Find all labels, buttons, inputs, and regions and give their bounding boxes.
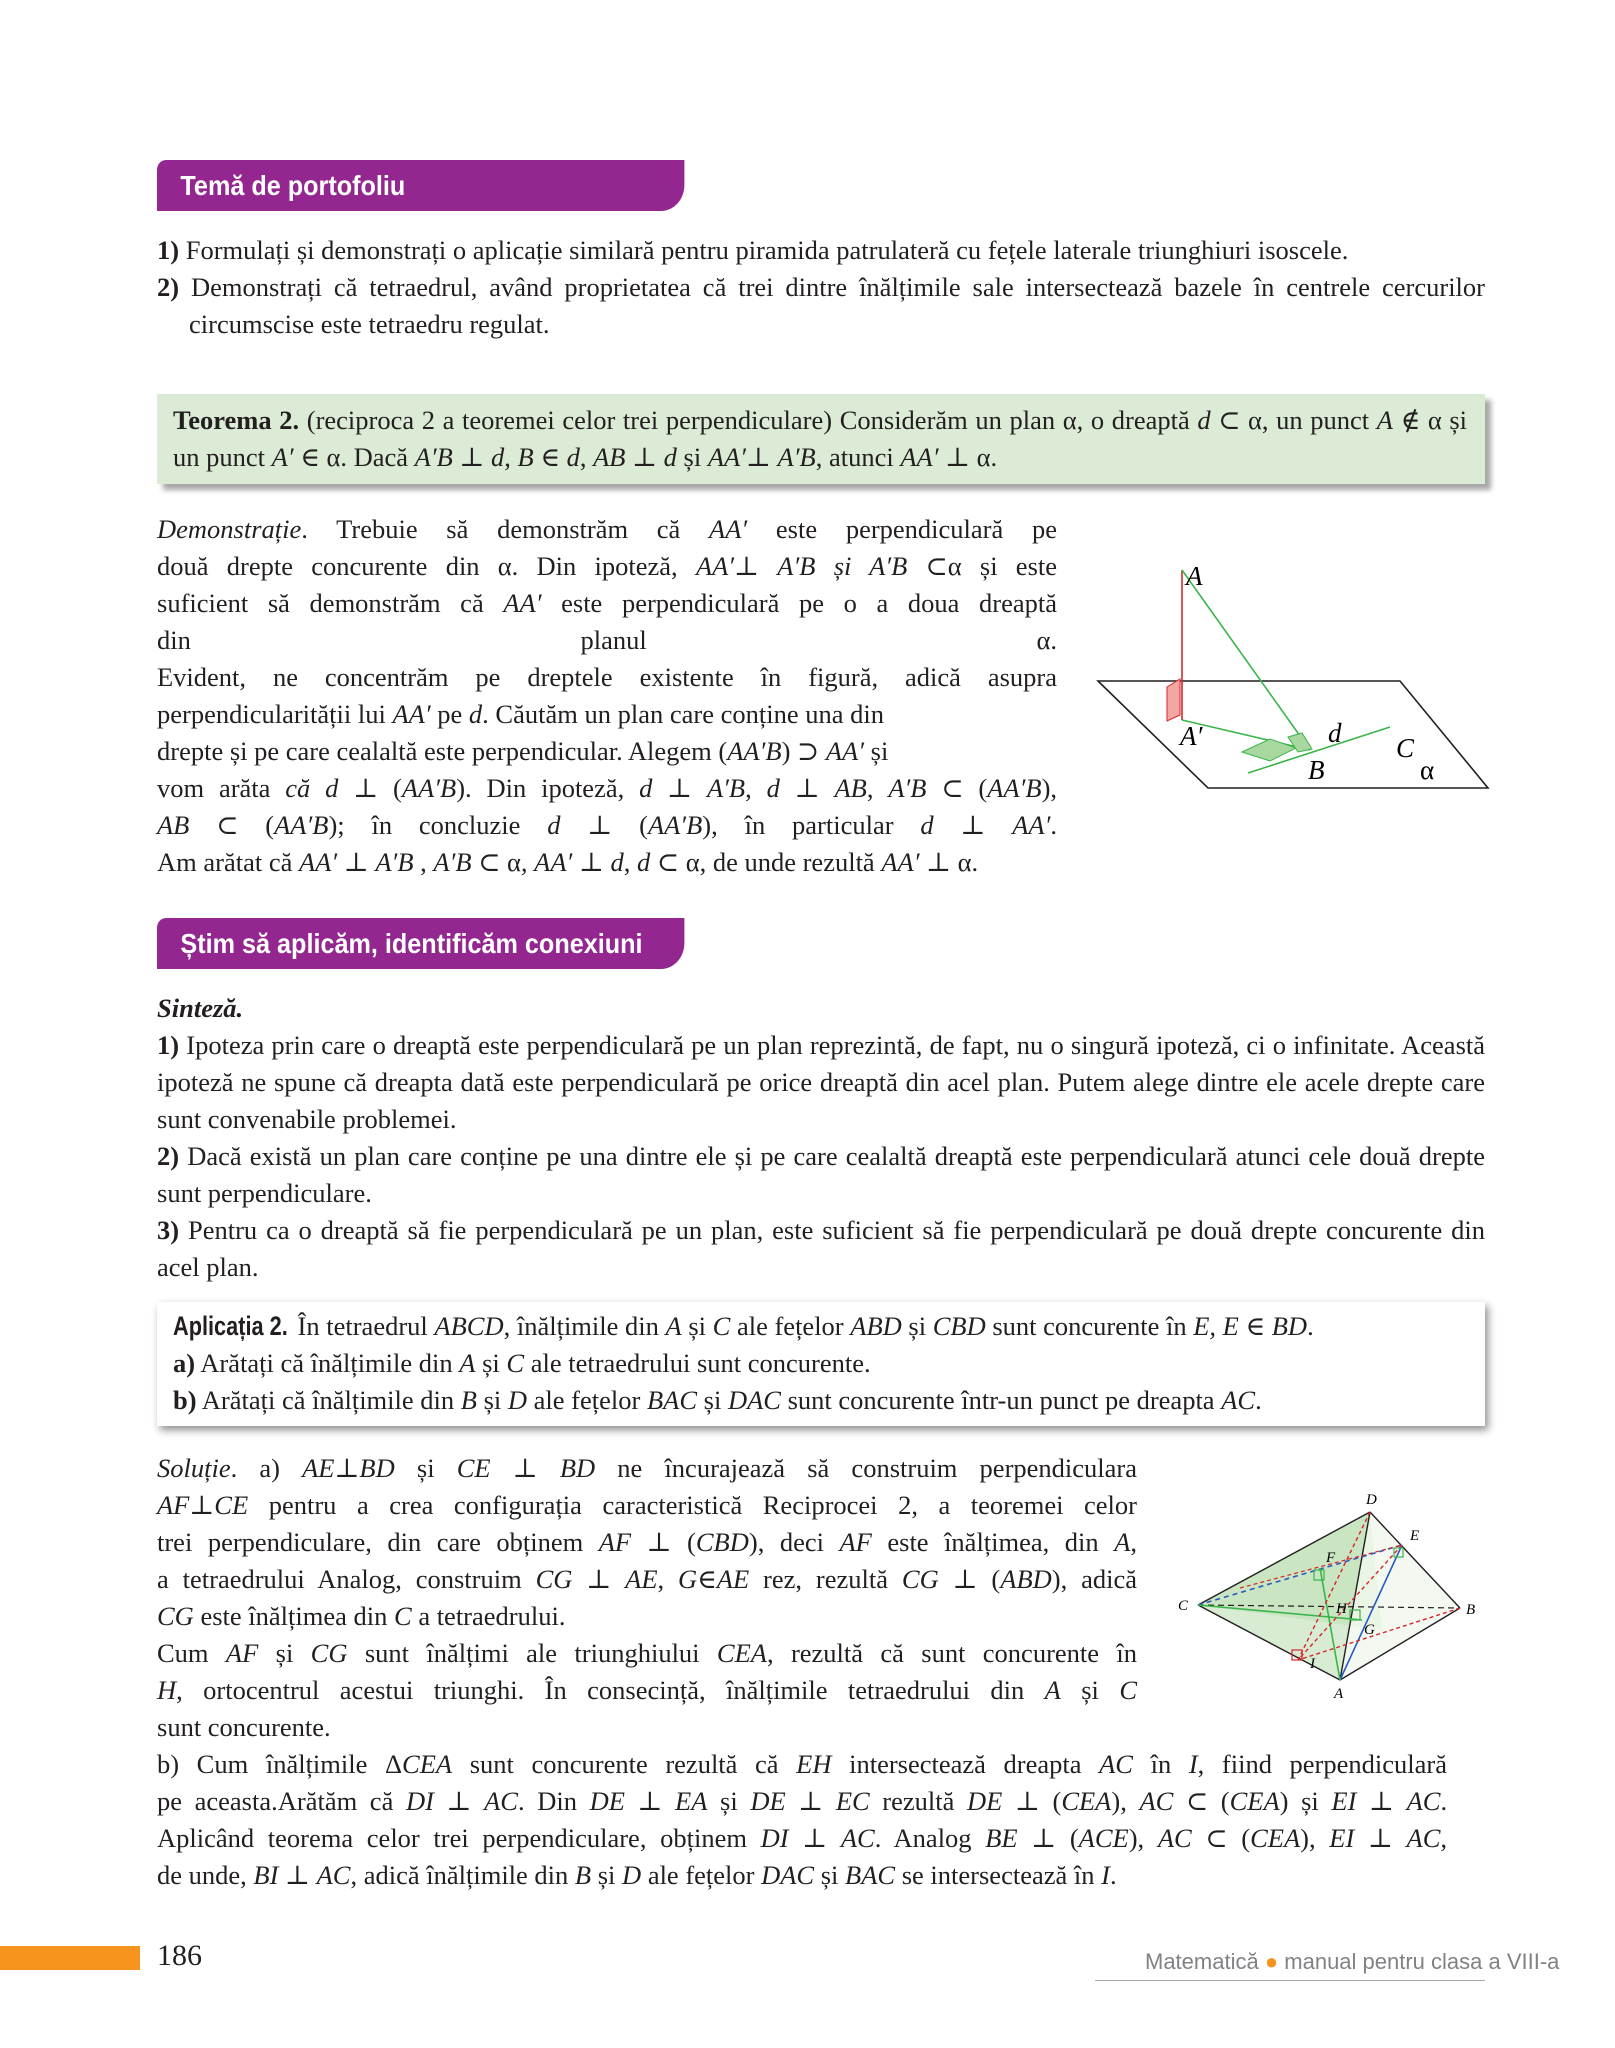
application-statement: Aplicația 2. În tetraedrul ABCD, înălțimile din A și C ale fețelor ABD și CBD sunt concurente în E, E ∈ BD. [173,1308,1467,1345]
label-C: C [1396,733,1415,763]
demonstration [157,511,1057,881]
portfolio-item-2: 2) Demonstrați că tetraedrul, având proprietatea că trei dintre înălțimile sale intersectează bazele în centrele cercurilor circumscise este tetraedru regulat. [157,272,1485,339]
footer-separator-dot: ● [1264,1949,1279,1974]
text-line: perpendicularității lui AA′ pe d. Căutăm un plan care conține una din [157,699,884,729]
text-line: CG este înălțimea din C a tetraedrului. [157,1601,566,1631]
figure-perpendicular-plane [1090,555,1495,800]
page-number: 186 [157,1939,202,1972]
label-G: G [1364,1622,1375,1638]
application-part-a: a) Arătați că înălțimile din A și C ale tetraedrului sunt concurente. [173,1348,871,1378]
text-line: Demonstrație. Trebuie să demonstrăm că AA′ este perpendiculară pe [157,514,1057,544]
label-D: D [1366,1492,1377,1508]
demonstration-lines [157,511,1057,881]
portfolio-list [157,232,1485,343]
theorem-label: Teorema 2. [173,405,300,435]
label-I: I [1310,1656,1315,1672]
text-line: H, ortocentrul acestui triunghi. În consecință, înălțimile tetraedrului din A și C [157,1675,1137,1705]
label-E: E [1410,1528,1420,1544]
application-box [157,1302,1485,1426]
synthesis-heading: Sinteză. [157,993,244,1023]
label-F: F [1326,1550,1336,1566]
theorem-box [157,394,1485,484]
synthesis-item-1: 1) Ipoteza prin care o dreaptă este perpendiculară pe un plan reprezintă, de fapt, nu o singură ipoteză, ci o infinitate. Această ipoteză ne spune că dreapta dată este perpendiculară pe orice dreaptă din acel plan. Putem alege dintre ele acele drepte care sunt convenabile problemei. [157,1030,1486,1134]
label-d: d [1328,718,1342,748]
text-line: Soluție. a) AE⊥BD și CE ⊥ BD ne încurajează să construim perpendiculara [157,1453,1137,1483]
synthesis-item-3: 3) Pentru ca o dreaptă să fie perpendiculară pe un plan, este suficient să fie perpendiculară pe două drepte concurente din acel plan. [157,1215,1485,1282]
text-line: sunt concurente. [157,1712,331,1742]
text-line: de unde, BI ⊥ AC, adică înălțimile din B și D ale fețelor DAC și BAC se intersectează în I. [157,1860,1117,1890]
text-line: din planul α. [157,625,1057,655]
solution-part-a [157,1450,1137,1746]
footer-accent-bar [0,1946,140,1970]
text-line: Am arătat că AA′ ⊥ A′B , A′B ⊂ α, AA′ ⊥ d, d ⊂ α, de unde rezultă AA′ ⊥ α. [157,847,979,877]
text-line: trei perpendiculare, din care obținem AF ⊥ (CBD), deci AF este înălțimea, din A, [157,1527,1137,1557]
text-line: b) Cum înălțimile ΔCEA sunt concurente rezultă că EH intersectează dreapta AC în I, fiind perpendiculară [157,1749,1447,1779]
solution-part-b [157,1746,1447,1894]
label-A: A [1334,1686,1344,1702]
text-line: Aplicând teorema celor trei perpendiculare, obținem DI ⊥ AC. Analog BE ⊥ (ACE), AC ⊂ (CEA), EI ⊥ AC, [157,1823,1448,1853]
text-line: AF⊥CE pentru a crea configurația caracteristică Reciprocei 2, a teoremei celor [157,1490,1137,1520]
footer-book-title: Matematică ● manual pentru clasa a VIII-a [1145,1949,1560,1974]
theorem-text [173,402,1467,476]
label-B: B [1466,1602,1476,1618]
text-line: Cum AF și CG sunt înălțimi ale triunghiului CEA, rezultă că sunt concurente în [157,1638,1137,1668]
text-line: două drepte concurente din α. Din ipoteză, AA′⊥ A′B și A′B ⊂α și este [157,551,1058,581]
label-H: H [1336,1601,1347,1617]
portfolio-banner [157,160,684,211]
label-alpha: α [1420,755,1435,785]
solution-narrow-lines [157,1450,1137,1746]
figure-tetrahedron [1170,1490,1490,1705]
synthesis-item-2: 2) Dacă există un plan care conține pe una dintre ele și pe care cealaltă dreaptă este perpendiculară atunci cele două drepte sunt perpendiculare. [157,1141,1486,1208]
text-line: a tetraedrului Analog, construim CG ⊥ AE, G∈AE rez, rezultă CG ⊥ (ABD), adică [157,1564,1138,1594]
application-label: Aplicația 2. [173,1311,288,1341]
text-line: vom arăta că d ⊥ (AA′B). Din ipoteză, d ⊥ A′B, d ⊥ AB, A′B ⊂ (AA′B), [157,773,1058,803]
text-line: drepte și pe care cealaltă este perpendicular. Alegem (AA′B) ⊃ AA′ și [157,736,889,766]
label-C: C [1178,1598,1189,1614]
section2-banner [157,918,684,969]
portfolio-item-1: 1) Formulați și demonstrați o aplicație similară pentru piramida patrulateră cu fețele laterale triunghiuri isoscele. [157,235,1349,265]
application-part-b: b) Arătați că înălțimile din B și D ale fețelor BAC și DAC sunt concurente într-un punct pe dreapta AC. [173,1385,1262,1415]
right-angle-mark-A-prime [1167,679,1180,721]
text-line: pe aceasta.Arătăm că DI ⊥ AC. Din DE ⊥ EA și DE ⊥ EC rezultă DE ⊥ (CEA), AC ⊂ (CEA) și EI ⊥ AC. [157,1786,1448,1816]
label-A-prime: A′ [1180,721,1203,751]
footer-rule [1095,1980,1485,1981]
text-line: AB ⊂ (AA′B); în concluzie d ⊥ (AA′B), în particular d ⊥ AA′. [157,810,1058,840]
solution-wide-lines [157,1746,1447,1894]
label-B: B [1308,755,1325,785]
label-A: A [1186,561,1203,591]
right-angle-mark-B-1 [1242,739,1296,761]
theorem-body: (reciproca 2 a teoremei celor trei perpendiculare) Considerăm un plan α, o dreaptă d ⊂ α, un punct A ∉ α și un punct A′ ∈ α. Dacă A′B ⊥ d, B ∈ d, AB ⊥ d și AA′⊥ A′B, atunci AA′ ⊥ α. [173,405,1468,472]
synthesis [157,990,1485,1286]
text-line: Evident, ne concentrăm pe dreptele existente în figură, adică asupra [157,662,1057,692]
text-line: suficient să demonstrăm că AA′ este perpendiculară pe o a doua dreaptă [157,588,1057,618]
portfolio-title: Temă de portofoliu [180,170,406,201]
section2-title: Știm să aplicăm, identificăm conexiuni [180,928,643,959]
